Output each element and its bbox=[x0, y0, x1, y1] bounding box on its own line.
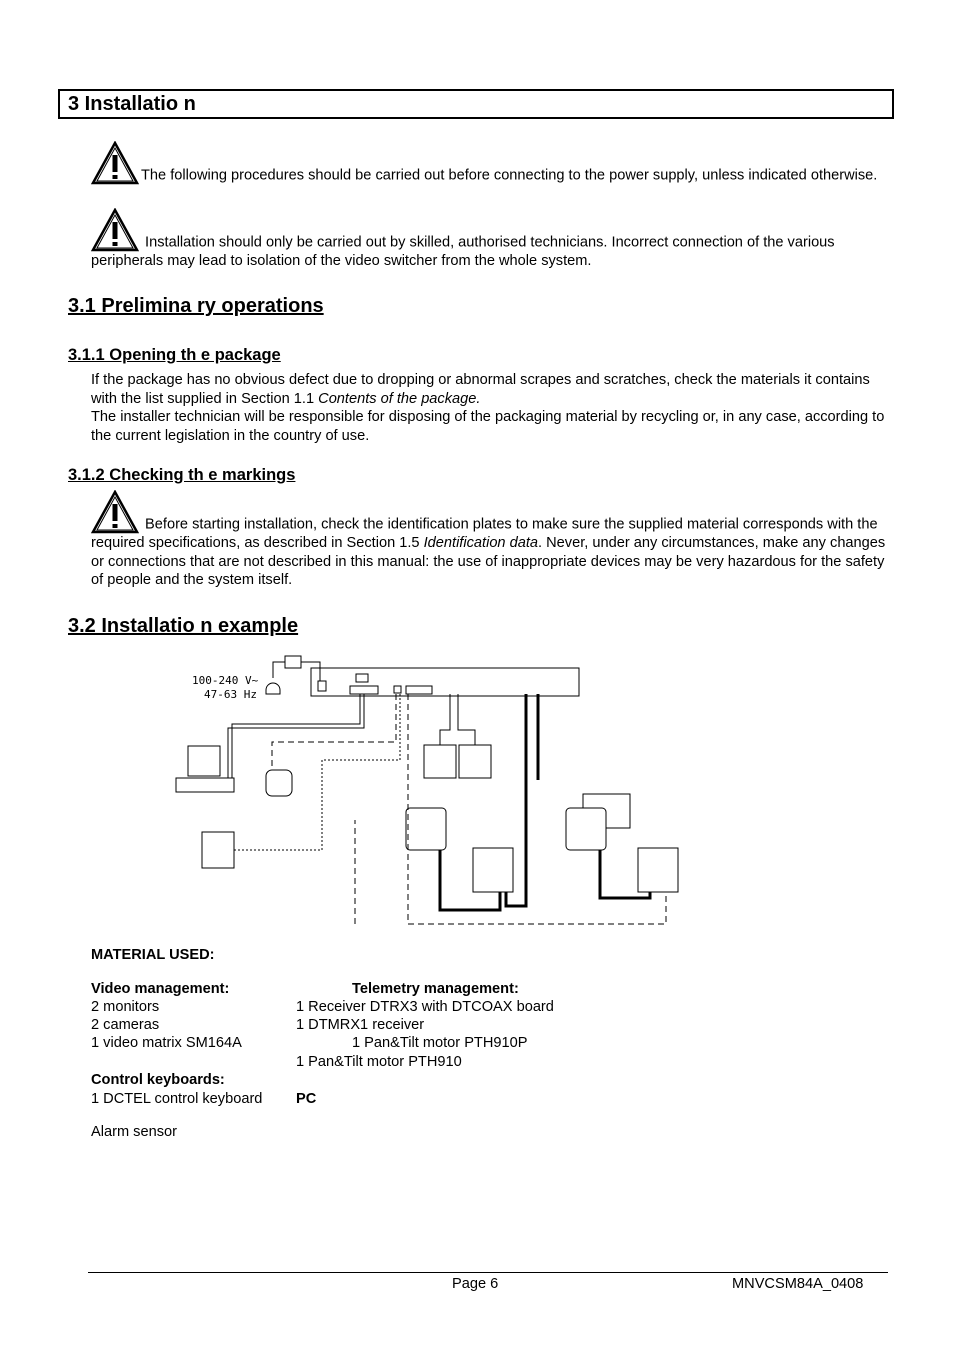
coax-cable bbox=[506, 694, 526, 906]
page-number: Page 6 bbox=[452, 1276, 499, 1292]
power-label-frequency: 47-63 Hz bbox=[204, 688, 257, 701]
keyboard-cable-dashed bbox=[272, 694, 396, 770]
pc-cable bbox=[232, 694, 360, 778]
installation-diagram-svg bbox=[170, 650, 690, 935]
power-adapter bbox=[285, 656, 301, 668]
warning-text: The following procedures should be carried out before connecting to the power supply, unless indicated otherwise. bbox=[141, 167, 878, 184]
pc-unit bbox=[176, 778, 234, 792]
telemetry-item: 1 Receiver DTRX3 with DTCOAX board bbox=[296, 999, 554, 1015]
telemetry-item: 1 DTMRX1 receiver bbox=[296, 1017, 425, 1033]
camera-pan-tilt bbox=[406, 808, 446, 850]
material-title: MATERIAL USED: bbox=[91, 947, 215, 963]
video-management-title: Video management: bbox=[91, 981, 230, 997]
section-title-installation-example: 3.2 Installatio n example bbox=[68, 615, 299, 637]
warning-text: Installation should only be carried out by skilled, authorised technicians. Incorrect connection of the various peripherals may lead to isolation of the video switcher from the whole system. bbox=[91, 234, 835, 269]
paragraph-text: Before starting installation, check the identification plates to make sure the supplied material corresponds with the required specifications, as described in Section 1.5 bbox=[91, 516, 878, 551]
warning-triangle-icon bbox=[91, 141, 139, 185]
video-item: 2 monitors bbox=[91, 999, 160, 1015]
paragraph-checking-markings bbox=[91, 490, 891, 590]
monitor bbox=[424, 745, 456, 778]
telemetry-item: 1 Pan&Tilt motor PTH910P bbox=[352, 1035, 528, 1051]
pc-label: PC bbox=[296, 1091, 317, 1107]
document-code: MNVCSM84A_0408 bbox=[732, 1276, 864, 1292]
paragraph-opening-package bbox=[91, 371, 891, 445]
receiver bbox=[473, 848, 513, 892]
power-cable bbox=[273, 662, 285, 678]
telemetry-item: 1 Pan&Tilt motor PTH910 bbox=[296, 1054, 462, 1070]
matrix-connector bbox=[406, 686, 432, 694]
control-keyboards-title: Control keyboards: bbox=[91, 1072, 225, 1088]
matrix-power-switch bbox=[318, 681, 326, 691]
camera-coax-cable bbox=[440, 850, 500, 910]
section-title-preliminary: 3.1 Prelimina ry operations bbox=[68, 295, 324, 317]
subsection-title-opening-package: 3.1.1 Opening th e package bbox=[68, 346, 281, 364]
footer-divider bbox=[88, 1272, 888, 1273]
alarm-sensor bbox=[202, 832, 234, 868]
monitor bbox=[459, 745, 491, 778]
emphasis-text: Contents of the package. bbox=[318, 390, 481, 407]
video-matrix bbox=[311, 668, 579, 696]
pc-cable bbox=[228, 694, 364, 778]
warning-technicians bbox=[91, 208, 891, 271]
matrix-connector bbox=[394, 686, 401, 693]
control-keyboard-item: 1 DCTEL control keyboard bbox=[91, 1091, 263, 1107]
control-keyboard bbox=[266, 770, 292, 796]
video-cable bbox=[440, 694, 450, 745]
paragraph-text: The installer technician will be responsible for disposing of the packaging material by recycling or, in any case, according to the current legislation in the country of use. bbox=[91, 409, 885, 444]
video-cable bbox=[458, 694, 475, 745]
matrix-connector bbox=[356, 674, 368, 682]
alarm-sensor-item: Alarm sensor bbox=[91, 1124, 177, 1140]
paragraph-text: . Never, under any circumstances, make any changes or connections that are not described in this manual: the use of inappropriate devices may be very hazardous for the safety of people and the system itself. bbox=[91, 535, 886, 589]
camera-pan-tilt bbox=[566, 808, 606, 850]
chapter-heading-box bbox=[58, 89, 894, 119]
receiver bbox=[638, 848, 678, 892]
matrix-connector bbox=[350, 686, 378, 694]
video-item: 1 video matrix SM164A bbox=[91, 1035, 242, 1051]
telemetry-management-title: Telemetry management: bbox=[352, 981, 519, 997]
pc-monitor bbox=[188, 746, 220, 776]
emphasis-text: Identification data bbox=[423, 535, 539, 551]
camera-coax-cable bbox=[600, 850, 650, 898]
paragraph-text: If the package has no obvious defect due to dropping or abnormal scrapes and scratches, check the materials it contains with the list supplied in Section 1.1 bbox=[91, 372, 870, 407]
warning-triangle-icon bbox=[91, 208, 139, 252]
subsection-title-checking-markings: 3.1.2 Checking th e markings bbox=[68, 466, 296, 484]
power-label-voltage: 100-240 V~ bbox=[192, 674, 259, 687]
alarm-cable-dotted bbox=[234, 694, 400, 850]
video-item: 2 cameras bbox=[91, 1017, 160, 1033]
installation-diagram bbox=[170, 650, 690, 935]
warning-triangle-icon bbox=[91, 490, 139, 534]
warning-power-supply bbox=[91, 141, 891, 185]
power-plug bbox=[266, 683, 280, 694]
chapter-title: 3 Installatio n bbox=[68, 93, 196, 115]
